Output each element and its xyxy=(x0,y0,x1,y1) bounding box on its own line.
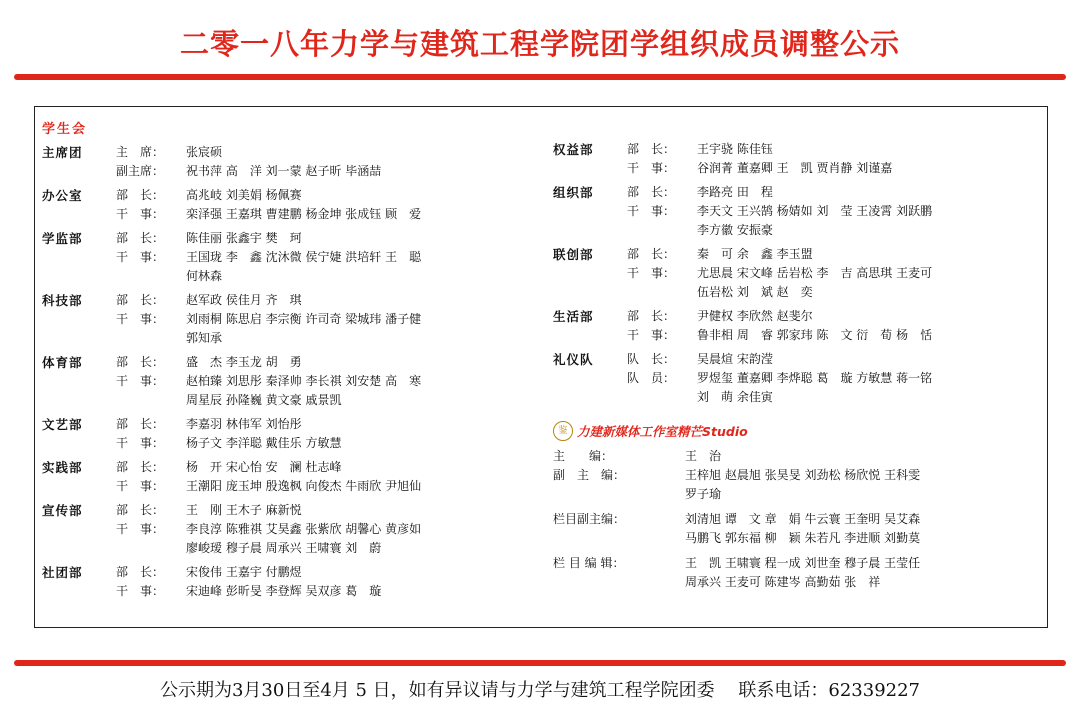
member-row xyxy=(627,264,1043,283)
studio-role-label: 副 主 编： xyxy=(553,468,626,482)
member-names: 祝书萍 高 洋 刘一蒙 赵子昕 毕涵喆 xyxy=(186,164,382,178)
dept-rows xyxy=(627,350,1043,407)
member-row xyxy=(627,350,1043,369)
dept-rows xyxy=(627,307,1043,345)
dept-rows xyxy=(116,563,542,601)
dept-block xyxy=(42,186,542,224)
member-names: 李路亮 田 程 xyxy=(697,185,773,199)
studio-member-names: 罗子瑜 xyxy=(685,487,722,501)
dept-rows xyxy=(116,186,542,224)
member-row xyxy=(116,248,542,267)
studio-role-label: 主 编： xyxy=(553,449,614,463)
page-title: 二零一八年力学与建筑工程学院团学组织成员调整公示 xyxy=(179,27,900,61)
left-column xyxy=(42,116,542,606)
dept-block xyxy=(553,350,1043,407)
member-row xyxy=(627,159,1043,178)
member-row xyxy=(627,245,1043,264)
member-names: 何林森 xyxy=(186,269,223,283)
member-row xyxy=(116,391,542,410)
dept-block xyxy=(553,140,1043,178)
member-row xyxy=(627,140,1043,159)
dept-name: 办公室 xyxy=(42,188,83,203)
dept-name: 礼仪队 xyxy=(553,352,594,367)
studio-member-names: 王 治 xyxy=(685,449,722,463)
studio-member-names: 周承兴 王麦可 陈建岑 高勤茹 张 祥 xyxy=(685,575,881,589)
member-names: 王 刚 王木子 麻新悦 xyxy=(186,503,302,517)
dept-rows xyxy=(116,458,542,496)
dept-block xyxy=(42,415,542,453)
dept-block xyxy=(42,229,542,286)
role-label: 部 长： xyxy=(116,231,165,245)
member-names: 周星辰 孙隆巍 黄文豪 戚景凯 xyxy=(186,393,342,407)
member-row xyxy=(627,283,1043,302)
member-row xyxy=(116,458,542,477)
member-row xyxy=(116,372,542,391)
member-row xyxy=(116,267,542,286)
member-row xyxy=(627,221,1043,240)
bottom-divider xyxy=(14,660,1066,666)
member-row xyxy=(116,162,542,181)
role-label: 部 长： xyxy=(116,417,165,431)
role-label xyxy=(116,539,186,558)
dept-rows xyxy=(116,501,542,558)
member-row xyxy=(116,353,542,372)
role-label: 干 事： xyxy=(116,522,165,536)
studio-row xyxy=(553,510,1043,529)
role-label xyxy=(627,283,697,302)
role-label: 干 事： xyxy=(116,479,165,493)
role-label: 部 长： xyxy=(116,460,165,474)
member-names: 廖峻瑷 穆子晨 周承兴 王啸寰 刘 蔚 xyxy=(186,541,382,555)
dept-name: 生活部 xyxy=(553,309,594,324)
member-row xyxy=(116,520,542,539)
dept-name: 体育部 xyxy=(42,355,83,370)
dept-name: 科技部 xyxy=(42,293,83,308)
role-label xyxy=(116,391,186,410)
member-names: 谷润菁 董嘉卿 王 凯 贾肖静 刘谨嘉 xyxy=(697,161,893,175)
role-label xyxy=(627,221,697,240)
dept-name: 主席团 xyxy=(42,145,83,160)
member-row xyxy=(116,539,542,558)
dept-block xyxy=(42,143,542,181)
member-names: 尤思晨 宋文峰 岳岩松 李 吉 高思琪 王麦可 xyxy=(697,266,933,280)
role-label: 干 事： xyxy=(627,204,676,218)
dept-name: 社团部 xyxy=(42,565,83,580)
role-label: 部 长： xyxy=(116,188,165,202)
role-label xyxy=(116,267,186,286)
role-label: 干 事： xyxy=(116,250,165,264)
studio-header xyxy=(553,421,1043,441)
member-row xyxy=(116,415,542,434)
dept-block xyxy=(42,353,542,410)
role-label: 干 事： xyxy=(116,436,165,450)
studio-member-names: 刘清旭 谭 文 章 娟 牛云寰 王奎明 吴艾森 xyxy=(685,512,921,526)
member-names: 赵柏臻 刘思彤 秦泽帅 李长祺 刘安楚 高 寒 xyxy=(186,374,422,388)
member-row xyxy=(116,143,542,162)
member-row xyxy=(116,329,542,348)
member-row xyxy=(116,434,542,453)
member-row xyxy=(627,183,1043,202)
studio-roster xyxy=(553,447,1043,592)
member-names: 王国珑 李 鑫 沈沐微 侯宁婕 洪培轩 王 聪 xyxy=(186,250,422,264)
studio-row xyxy=(553,447,1043,466)
studio-title: 力建新媒体工作室精芒Studio xyxy=(577,424,748,439)
member-names: 郭知承 xyxy=(186,331,223,345)
member-names: 尹健权 李欣然 赵斐尔 xyxy=(697,309,813,323)
member-names: 秦 可 余 鑫 李玉盟 xyxy=(697,247,813,261)
member-names: 赵军政 侯佳月 齐 琪 xyxy=(186,293,302,307)
studio-row xyxy=(553,466,1043,485)
studio-role-label: 栏目副主编： xyxy=(553,512,626,526)
dept-block xyxy=(553,307,1043,345)
role-label: 副主席： xyxy=(116,164,165,178)
dept-rows xyxy=(627,245,1043,302)
member-row xyxy=(627,369,1043,388)
role-label: 部 长： xyxy=(627,309,676,323)
dept-rows xyxy=(627,140,1043,178)
member-row xyxy=(116,501,542,520)
top-divider xyxy=(14,74,1066,80)
member-names: 吴晨煊 宋韵滢 xyxy=(697,352,773,366)
member-names: 李天文 王兴鹄 杨婧如 刘 莹 王凌霄 刘跃鹏 xyxy=(697,204,933,218)
dept-block xyxy=(42,501,542,558)
studio-member-names: 马鹏飞 郭东福 柳 颖 朱若凡 李进顺 刘勤莫 xyxy=(685,531,921,545)
role-label: 部 长： xyxy=(627,185,676,199)
member-row xyxy=(116,477,542,496)
member-names: 王潮阳 庞玉坤 殷逸枫 向俊杰 牛雨欣 尹旭仙 xyxy=(186,479,422,493)
role-label: 部 长： xyxy=(627,142,676,156)
studio-member-names: 王 凯 王啸寰 程一成 刘世奎 穆子晨 王莹任 xyxy=(685,556,921,570)
studio-role-label: 栏 目 编 辑： xyxy=(553,556,625,570)
role-label: 干 事： xyxy=(116,207,165,221)
role-label: 部 长： xyxy=(116,293,165,307)
dept-rows xyxy=(116,143,542,181)
member-names: 宋俊伟 王嘉宇 付鹏煜 xyxy=(186,565,302,579)
role-label: 主 席： xyxy=(116,145,165,159)
dept-name: 宣传部 xyxy=(42,503,83,518)
member-names: 杨 开 宋心怡 安 澜 杜志峰 xyxy=(186,460,342,474)
member-row xyxy=(116,310,542,329)
member-names: 伍岩松 刘 斌 赵 奕 xyxy=(697,285,813,299)
dept-block xyxy=(553,183,1043,240)
member-names: 高兆岐 刘美娟 杨佩赛 xyxy=(186,188,302,202)
member-row xyxy=(627,326,1043,345)
dept-name: 权益部 xyxy=(553,142,594,157)
member-names: 盛 杰 李玉龙 胡 勇 xyxy=(186,355,302,369)
studio-row xyxy=(553,485,1043,504)
member-names: 李嘉羽 林伟军 刘怡彤 xyxy=(186,417,302,431)
role-label xyxy=(116,329,186,348)
dept-rows xyxy=(116,229,542,286)
studio-row xyxy=(553,529,1043,548)
role-label: 干 事： xyxy=(627,328,676,342)
dept-name: 组织部 xyxy=(553,185,594,200)
member-row xyxy=(116,205,542,224)
member-names: 刘雨桐 陈思启 李宗衡 许司奇 梁城玮 潘子健 xyxy=(186,312,422,326)
member-names: 张宸硕 xyxy=(186,145,223,159)
member-names: 鲁非相 周 睿 郭家玮 陈 文 衍 荀 杨 恬 xyxy=(697,328,933,342)
dept-name: 文艺部 xyxy=(42,417,83,432)
dept-block xyxy=(42,291,542,348)
role-label: 部 长： xyxy=(116,355,165,369)
member-row xyxy=(116,229,542,248)
member-names: 陈佳丽 张鑫宇 樊 珂 xyxy=(186,231,302,245)
member-row xyxy=(116,291,542,310)
dept-rows xyxy=(627,183,1043,240)
member-names: 李方徽 安振豪 xyxy=(697,223,773,237)
member-names: 罗煜玺 董嘉卿 李烨聪 葛 璇 方敏慧 蒋一铭 xyxy=(697,371,933,385)
member-names: 王宇骁 陈佳钰 xyxy=(697,142,773,156)
footer-notice: 公示期为3月30日至4月 5 日，如有异议请与力学与建筑工程学院团委 联系电话：62339227 xyxy=(159,680,921,701)
studio-member-names: 王梓旭 赵晨旭 张昊旻 刘劲松 杨欣悦 王科雯 xyxy=(685,468,921,482)
dept-rows xyxy=(116,291,542,348)
dept-name: 联创部 xyxy=(553,247,594,262)
dept-name: 实践部 xyxy=(42,460,83,475)
member-row xyxy=(627,307,1043,326)
studio-logo-icon: 鉴 xyxy=(553,421,573,441)
member-row xyxy=(116,582,542,601)
studio-role-label xyxy=(553,529,685,548)
dept-name: 学监部 xyxy=(42,231,83,246)
dept-rows xyxy=(116,415,542,453)
left-dept-list xyxy=(42,143,542,601)
role-label: 部 长： xyxy=(627,247,676,261)
member-names: 李良淳 陈雅祺 艾昊鑫 张紫欣 胡馨心 黄彦如 xyxy=(186,522,422,536)
studio-role-label xyxy=(553,573,685,592)
student-union-label: 学生会 xyxy=(42,122,88,137)
dept-rows xyxy=(116,353,542,410)
member-row xyxy=(116,186,542,205)
role-label: 队 长： xyxy=(627,352,676,366)
role-label: 干 事： xyxy=(116,312,165,326)
studio-row xyxy=(553,573,1043,592)
member-row xyxy=(627,202,1043,221)
role-label: 部 长： xyxy=(116,503,165,517)
role-label xyxy=(627,388,697,407)
dept-block xyxy=(42,563,542,601)
right-column xyxy=(553,140,1043,592)
dept-block xyxy=(42,458,542,496)
member-names: 刘 萌 余佳寅 xyxy=(697,390,773,404)
role-label: 干 事： xyxy=(627,266,676,280)
member-names: 栾泽强 王嘉琪 曹建鹏 杨金坤 张成钰 顾 爱 xyxy=(186,207,422,221)
role-label: 干 事： xyxy=(116,584,165,598)
role-label: 干 事： xyxy=(627,161,676,175)
studio-row xyxy=(553,554,1043,573)
member-names: 杨子文 李洋聪 戴佳乐 方敏慧 xyxy=(186,436,342,450)
role-label: 部 长： xyxy=(116,565,165,579)
dept-block xyxy=(553,245,1043,302)
studio-role-label xyxy=(553,485,685,504)
role-label: 队 员： xyxy=(627,371,676,385)
member-row xyxy=(116,563,542,582)
member-row xyxy=(627,388,1043,407)
member-names: 宋迪峰 彭昕旻 李登辉 吴双彦 葛 璇 xyxy=(186,584,382,598)
right-dept-list xyxy=(553,140,1043,407)
role-label: 干 事： xyxy=(116,374,165,388)
